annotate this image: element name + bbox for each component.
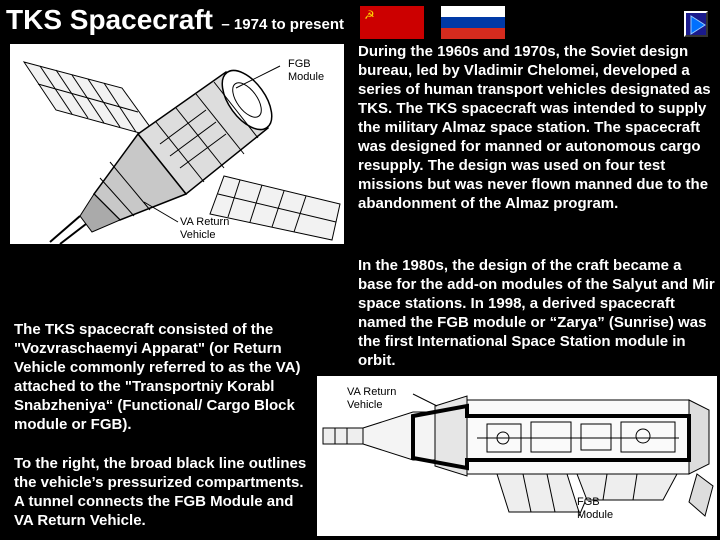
russia-flag [441,6,505,39]
next-slide-button[interactable] [684,11,708,37]
diagram-explanation-paragraph: To the right, the broad black line outlines the vehicle’s pressurized compartments. A tunnel connects the FGB Module and VA Return Vehicle. [14,455,307,529]
slide-title [6,2,344,43]
title-subtitle: – 1974 to present [221,16,344,33]
ussr-flag [360,6,424,39]
tks-spacecraft-diagram [10,44,344,244]
cutaway-fgb-module-label: FGB Module [577,496,614,521]
composition-paragraph: The TKS spacecraft consisted of the "Vozvraschaemyi Apparat" (or Return Vehicle commonly referred to as the VA) attached to the "Transportniy Korabl Snabzheniya“ (Functional/ Cargo Block module or FGB). [14,321,301,433]
history-paragraph: During the 1960s and 1970s, the Soviet design bureau, led by Vladimir Chelomei, developed a series of human transport vehicles designated as TKS. The TKS spacecraft was intended to supply the military Almaz space station. The spacecraft was designed for manned or autonomous cargo resupply. The design was used on four test missions but was never flown manned due to the abandonment of the Almaz program. [358,43,711,212]
hammer-sickle-icon: ☭ [364,8,375,22]
play-triangle-icon [687,14,707,36]
va-return-vehicle-label: VA Return Vehicle [180,216,230,241]
title-main: TKS Spacecraft [6,4,213,35]
legacy-paragraph: In the 1980s, the design of the craft became a base for the add-on modules of the Salyut and Mir space stations. In 1998, a derived spacecraft named the FGB module or “Zarya” (Sunrise) was the first International Space Station module in orbit. [358,257,715,369]
russia-flag-white-stripe [441,6,505,17]
cutaway-va-return-vehicle-label: VA Return Vehicle [347,386,397,411]
tks-cutaway-diagram [317,376,717,536]
russia-flag-blue-stripe [441,17,505,28]
russia-flag-red-stripe [441,28,505,39]
fgb-module-label: FGB Module [288,58,325,83]
